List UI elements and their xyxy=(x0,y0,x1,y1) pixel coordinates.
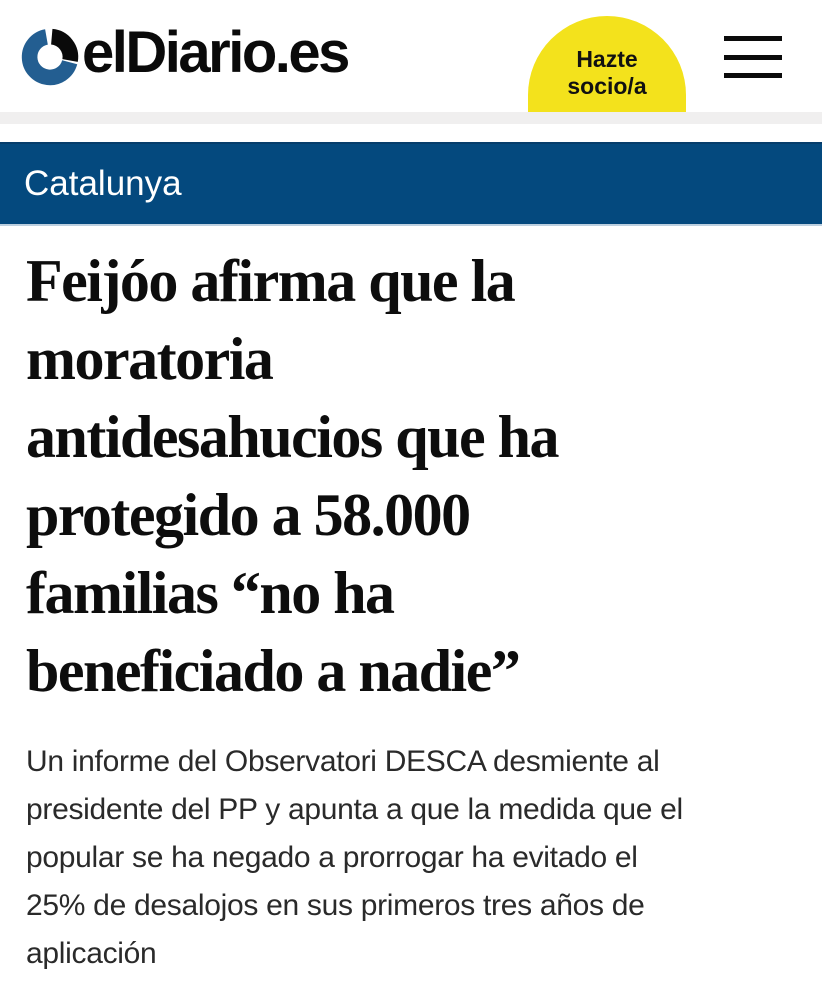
article-headline xyxy=(26,242,796,710)
headline-line: familias “no ha xyxy=(26,560,394,626)
subhead-line: presidente del PP y apunta a que la medida que el xyxy=(26,793,683,826)
subhead-line: 25% de desalojos en sus primeros tres años de xyxy=(26,889,645,922)
subhead-line: aplicación xyxy=(26,937,157,970)
hamburger-menu-button[interactable] xyxy=(724,36,782,78)
hamburger-menu-icon xyxy=(724,36,782,41)
header-divider-strip xyxy=(0,112,822,124)
headline-line: moratoria xyxy=(26,326,273,392)
section-bar xyxy=(0,142,822,226)
site-logo-text: elDiario.es xyxy=(82,20,348,85)
subhead-line: popular se ha negado a prorrogar ha evitado el xyxy=(26,841,638,874)
headline-line: Feijóo afirma que la xyxy=(26,248,515,314)
become-member-label-line2: socio/a xyxy=(567,73,647,99)
site-header xyxy=(0,0,822,112)
hamburger-menu-icon xyxy=(724,55,782,60)
headline-line: beneficiado a nadie” xyxy=(26,638,520,704)
section-link-catalunya[interactable]: Catalunya xyxy=(24,164,182,203)
hamburger-menu-icon xyxy=(724,73,782,78)
subhead-line: Un informe del Observatori DESCA desmiente al xyxy=(26,745,660,778)
headline-line: protegido a 58.000 xyxy=(26,482,470,548)
site-logo-link[interactable] xyxy=(20,0,348,112)
become-member-label-line1: Hazte xyxy=(576,46,638,72)
become-member-button[interactable] xyxy=(528,16,686,112)
eldiario-ring-icon xyxy=(20,27,80,87)
article xyxy=(0,242,822,978)
headline-line: antidesahucios que ha xyxy=(26,404,558,470)
article-subhead xyxy=(26,738,796,978)
header-gap xyxy=(0,124,822,142)
